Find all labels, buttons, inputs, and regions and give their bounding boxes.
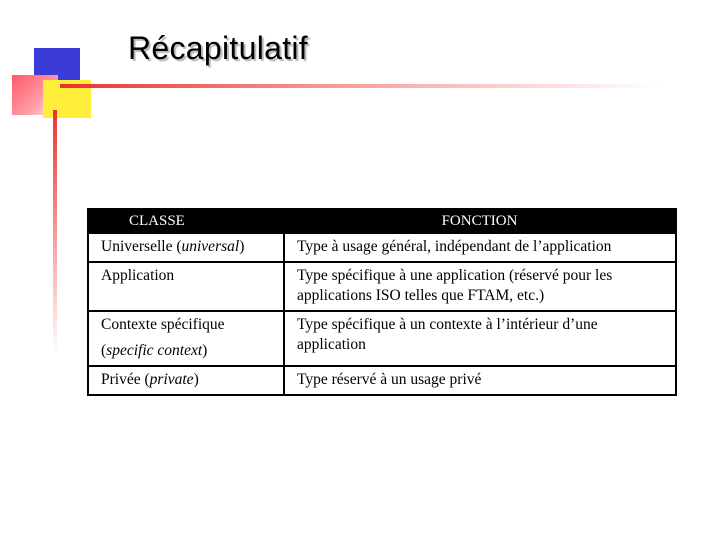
fonction-line: application: [297, 336, 366, 353]
classe-english: universal: [181, 238, 240, 255]
classe-cell: Privée (private): [88, 366, 284, 395]
classe-english: specific context: [106, 342, 203, 359]
summary-table: [87, 208, 677, 396]
classe-english: private: [149, 371, 194, 388]
fonction-line: Type réservé à un usage privé: [297, 371, 482, 388]
fonction-cell: [284, 262, 676, 311]
fonction-cell: [284, 366, 676, 395]
fonction-line: Type à usage général, indépendant de l’application: [297, 238, 612, 255]
table-row: [88, 311, 676, 366]
slide-title: Récapitulatif: [128, 30, 308, 66]
classe-text: Application: [101, 267, 175, 284]
fonction-line: applications ISO telles que FTAM, etc.): [297, 287, 545, 304]
table-row: [88, 262, 676, 311]
classe-text: Universelle: [101, 238, 173, 255]
table-header-row: [88, 209, 676, 233]
fonction-cell: [284, 311, 676, 366]
table-row: [88, 233, 676, 262]
header-classe: CLASSE: [88, 209, 284, 233]
fonction-cell: [284, 233, 676, 262]
fonction-line: Type spécifique à un contexte à l’intérieur d’une: [297, 316, 598, 333]
decor-vertical-rule: [53, 110, 57, 355]
table-row: [88, 366, 676, 395]
classe-text: Contexte spécifique: [101, 316, 225, 333]
header-fonction: FONCTION: [284, 209, 676, 233]
classe-cell: Universelle (universal): [88, 233, 284, 262]
classe-text: Privée: [101, 371, 141, 388]
decor-horizontal-rule: [60, 84, 660, 88]
classe-cell: [88, 262, 284, 311]
fonction-line: Type spécifique à une application (réservé pour les: [297, 267, 613, 284]
classe-cell: Contexte spécifique (specific context): [88, 311, 284, 366]
